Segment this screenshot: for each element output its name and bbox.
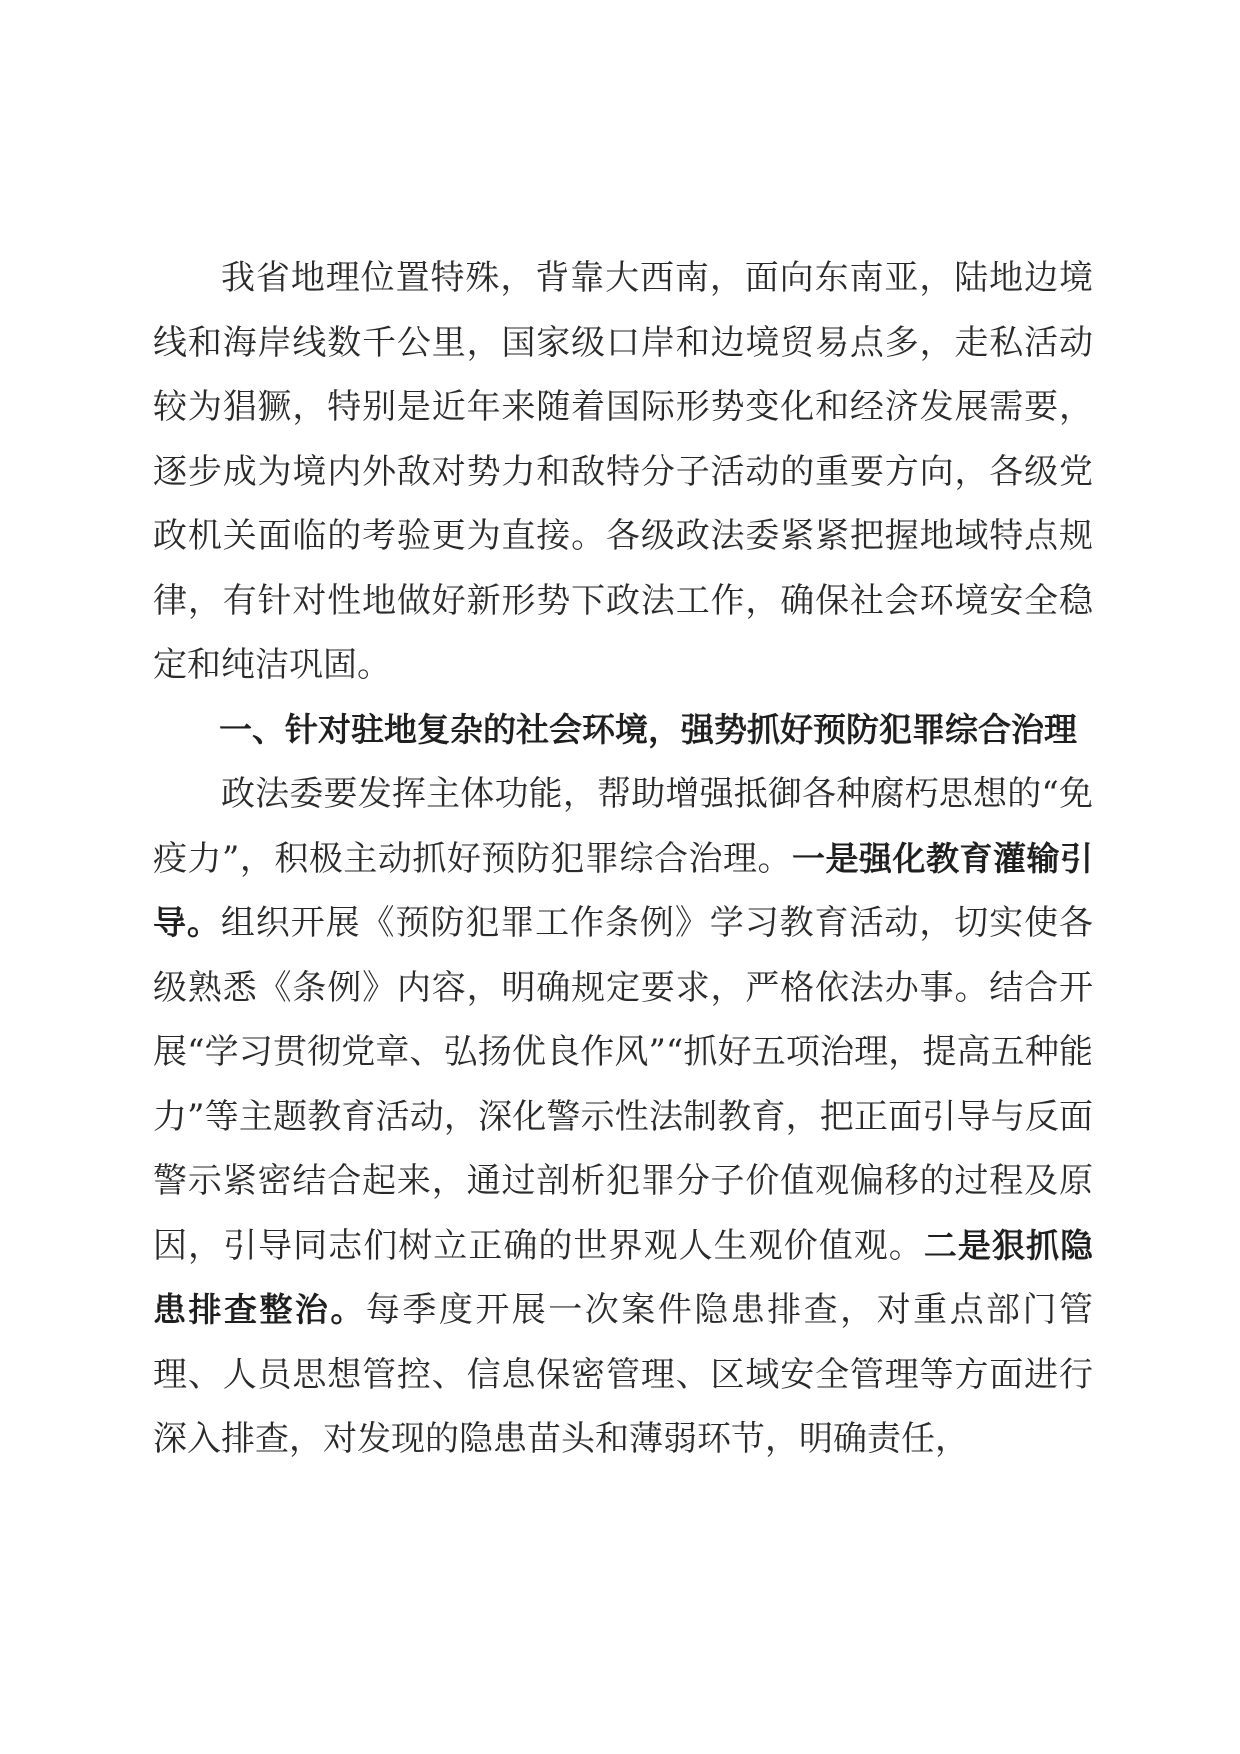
- paragraph-text: 组织开展《预防犯罪工作条例》学习教育活动，切实使各级熟悉《条例》内容，明确规定要求，严格依法办事。结合开展“学习贯彻党章、弘扬优良作风”“抓好五项治理，提高五种能力”等主题教育活动，深化警示性法制教育，把正面引导与反面警示紧密结合起来，通过剖析犯罪分子价值观偏移的过程及原因，引导同志们树立正确的世界观人生观价值观。: [153, 903, 1094, 1266]
- document-body: [153, 246, 1093, 1472]
- bold-point-1: 一是强化教育灌输引导。: [153, 838, 1094, 942]
- section-paragraph: [153, 762, 1093, 1472]
- section-heading: 一、针对驻地复杂的社会环境，强势抓好预防犯罪综合治理: [219, 709, 1077, 749]
- paragraph-text: 每季度开展一次案件隐患排查，对重点部门管理、人员思想管控、信息保密管理、区域安全管理等方面进行深入排查，对发现的隐患苗头和薄弱环节，明确责任，: [153, 1290, 1094, 1459]
- paragraph-text: 政法委要发挥主体功能，帮助增强抵御各种腐朽思想的“免疫力”，积极主动抓好预防犯罪综合治理。: [153, 774, 1093, 879]
- bold-point-2: 二是狠抓隐患排查整治。: [153, 1225, 1094, 1329]
- intro-paragraph: 我省地理位置特殊，背靠大西南，面向东南亚，陆地边境线和海岸线数千公里，国家级口岸和边境贸易点多，走私活动较为猖獗，特别是近年来随着国际形势变化和经济发展需要，逐步成为境内外敌对势力和敌特分子活动的重要方向，各级党政机关面临的考验更为直接。各级政法委紧紧把握地域特点规律，有针对性地做好新形势下政法工作，确保社会环境安全稳定和纯洁巩固。: [153, 258, 1093, 685]
